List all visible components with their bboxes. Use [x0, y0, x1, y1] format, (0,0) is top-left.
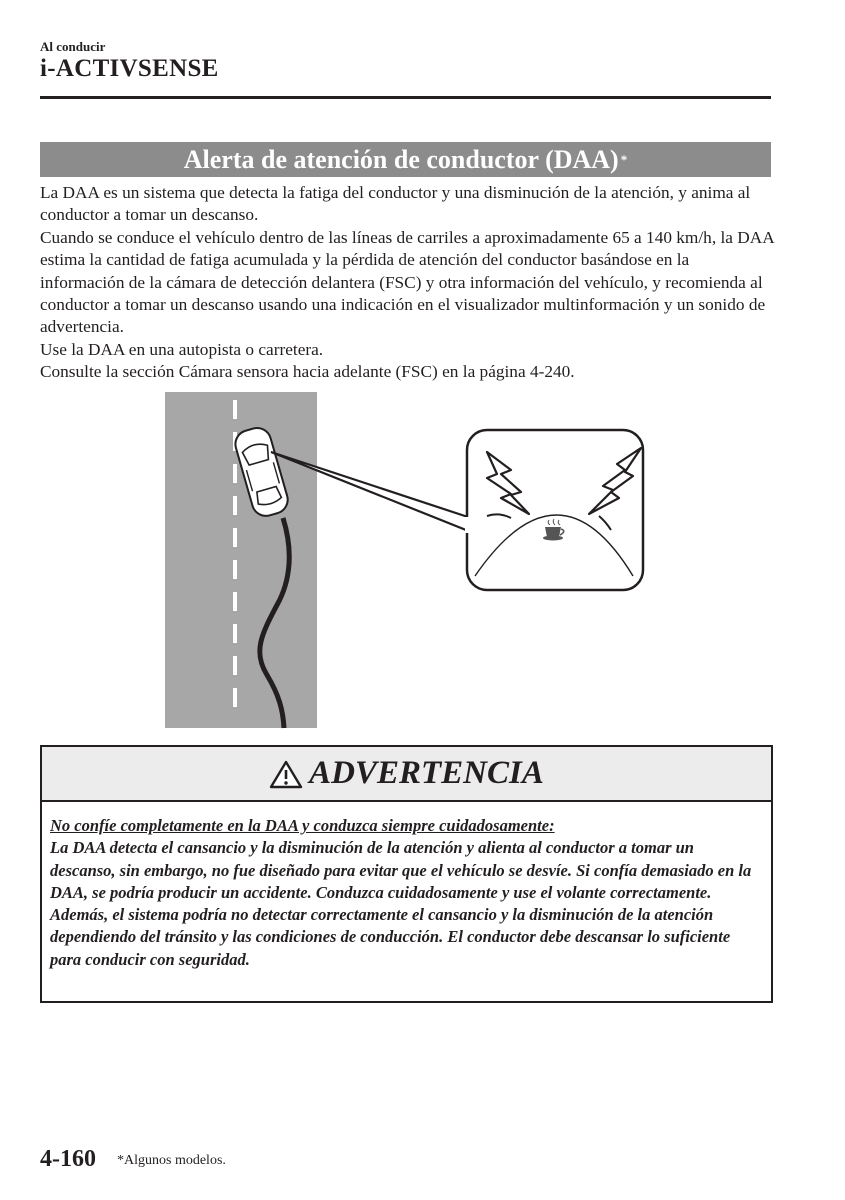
paragraph: La DAA es un sistema que detecta la fatiga del conductor y una disminución de la atención, y anima al conductor a tomar un descanso.: [40, 183, 751, 225]
warning-header: [42, 747, 771, 802]
chapter-title: i-ACTIVSENSE: [40, 55, 219, 82]
breadcrumb: Al conducir: [40, 39, 106, 54]
header-rule: [40, 96, 771, 99]
warning-paragraph: La DAA detecta el cansancio y la disminución de la atención y alienta al conductor a tomar un descanso, sin embargo, no fue diseñado para evitar que el vehículo se desvíe. Si confía demasiado en la DAA, se podría producir un accidente. Conduzca cuidadosamente y use el volante correctamente.: [50, 838, 752, 902]
daa-illustration: [155, 390, 655, 730]
page-number: 4-160: [40, 1146, 96, 1172]
paragraph: Cuando se conduce el vehículo dentro de las líneas de carriles a aproximadamente 65 a 140 km/h, la DAA estima la cantidad de fatiga acumulada y la pérdida de atención del conductor basándose en la información de la cámara de detección delantera (FSC) y otra información del vehículo, y recomienda al conductor a tomar un descanso usando una indicación en el visualizador multinformación y un sonido de advertencia.: [40, 227, 774, 337]
warning-triangle-icon: [269, 759, 303, 789]
body-text: [40, 182, 775, 384]
section-heading-bar: [40, 142, 771, 177]
paragraph: Use la DAA en una autopista o carretera.: [40, 339, 324, 359]
warning-title: ADVERTENCIA: [309, 755, 544, 791]
optional-marker: *: [620, 151, 628, 167]
paragraph: Consulte la sección Cámara sensora hacia adelante (FSC) en la página 4-240.: [40, 362, 575, 382]
warning-paragraph: Además, el sistema podría no detectar correctamente el cansancio y la disminución de la atención dependiendo del tránsito y las condiciones de conducción. El conductor debe descansar lo suficiente para conducir con seguridad.: [50, 905, 731, 969]
warning-lead: No confíe completamente en la DAA y conduzca siempre cuidadosamente:: [50, 816, 555, 835]
section-heading: Alerta de atención de conductor (DAA): [183, 144, 619, 174]
display-panel: [467, 430, 643, 590]
footnote: *Algunos modelos.: [117, 1153, 226, 1168]
warning-box: [40, 745, 773, 1003]
warning-body: [42, 802, 771, 971]
